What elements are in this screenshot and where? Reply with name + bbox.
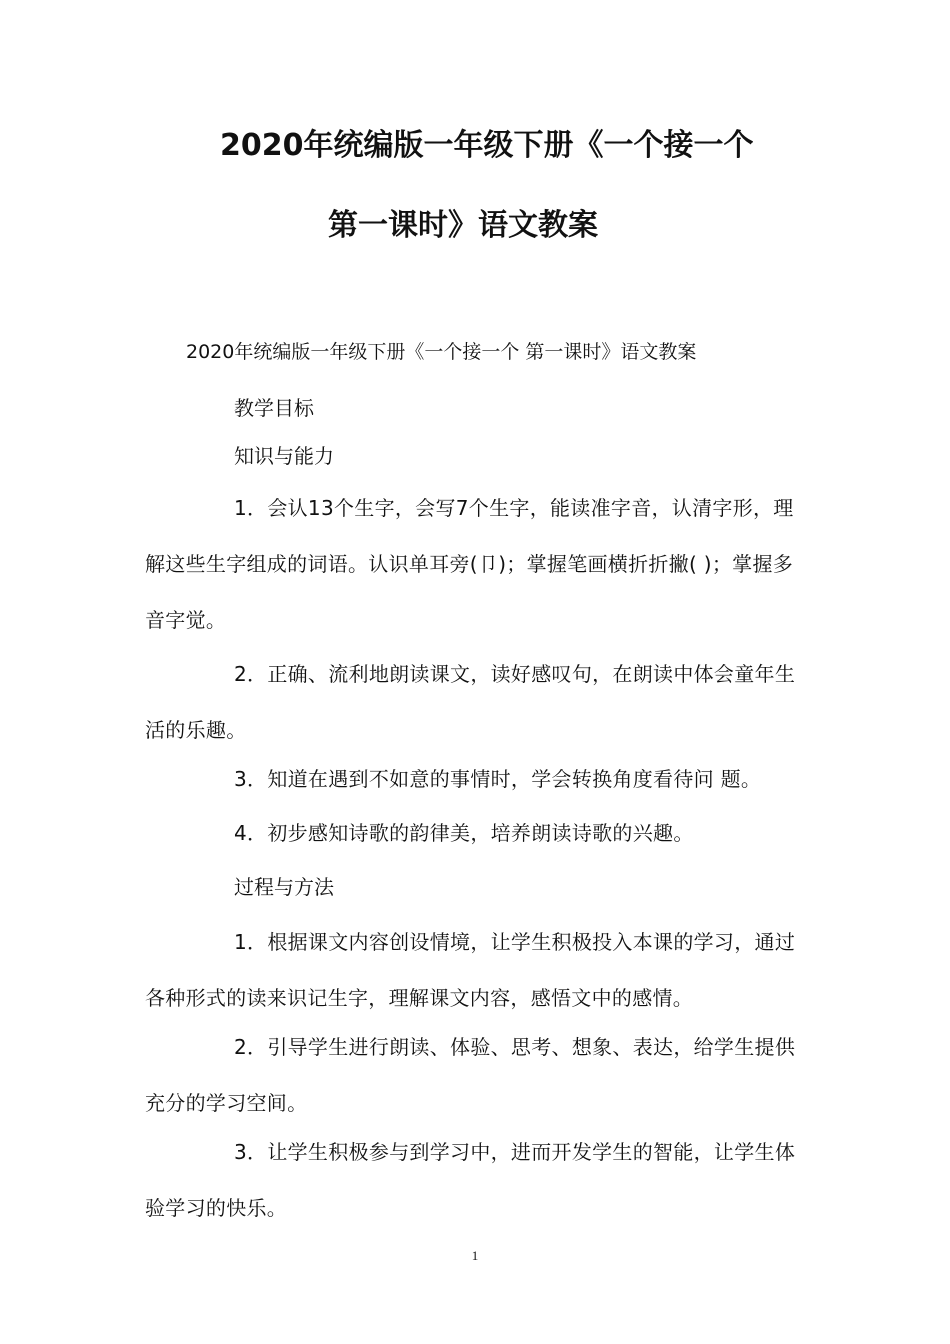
process-item-1: 1．根据课文内容创设情境，让学生积极投入本课的学习，通过各种形式的读来识记生字，理解课文内容，感悟文中的感情。 — [145, 930, 796, 1010]
knowledge-item-1: 1．会认13个生字，会写7个生字，能读准字音，认清字形，理解这些生字组成的词语。认识单耳旁(卩)；掌握笔画横折折撇( )；掌握多音字觉。 — [145, 496, 794, 632]
section-heading-objectives: 教学目标 — [234, 396, 314, 420]
section-heading-knowledge: 知识与能力 — [234, 444, 334, 468]
document-subtitle: 2020年统编版一年级下册《一个接一个 第一课时》语文教案 — [186, 341, 697, 363]
document-title-line-2: 第一课时》语文教案 — [328, 208, 598, 243]
knowledge-item-3: 3．知道在遇到不如意的事情时，学会转换角度看待问 题。 — [234, 767, 762, 791]
knowledge-item-2: 2．正确、流利地朗读课文，读好感叹句，在朗读中体会童年生活的乐趣。 — [145, 662, 796, 742]
document-title-line-1: 2020年统编版一年级下册《一个接一个 — [220, 128, 754, 163]
knowledge-item-4: 4．初步感知诗歌的韵律美，培养朗读诗歌的兴趣。 — [234, 821, 694, 845]
section-heading-process: 过程与方法 — [234, 875, 334, 899]
page-number: 1 — [471, 1248, 479, 1263]
process-item-3: 3．让学生积极参与到学习中，进而开发学生的智能，让学生体验学习的快乐。 — [145, 1140, 796, 1220]
process-item-2: 2．引导学生进行朗读、体验、思考、想象、表达，给学生提供充分的学习空间。 — [145, 1035, 796, 1115]
